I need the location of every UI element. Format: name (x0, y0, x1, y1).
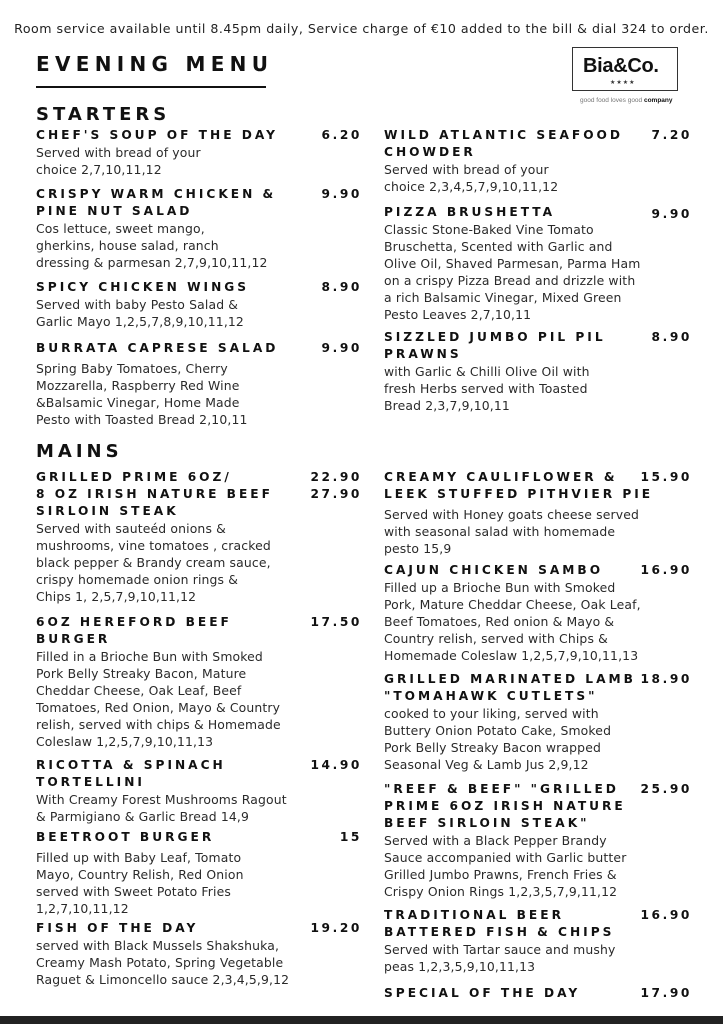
item-description: black pepper & Brandy cream sauce, (36, 555, 271, 570)
menu-item (384, 204, 641, 323)
menu-item (384, 985, 580, 1002)
item-description: Seasonal Veg & Lamb Jus 2,9,12 (384, 757, 589, 772)
item-description: choice 2,3,4,5,7,9,10,11,12 (384, 179, 559, 194)
item-description: Pork Belly Streaky Bacon wrapped (384, 740, 601, 755)
item-price: 22.90 (310, 470, 362, 484)
item-price: 14.90 (310, 758, 362, 772)
item-description: Creamy Mash Potato, Spring Vegetable (36, 955, 284, 970)
item-description: Homemade Coleslaw 1,2,5,7,9,10,11,13 (384, 648, 639, 663)
item-description: Served with baby Pesto Salad & (36, 297, 239, 312)
item-description: Buttery Onion Potato Cake, Smoked (384, 723, 612, 738)
item-description: Pesto with Toasted Bread 2,10,11 (36, 412, 248, 427)
item-description: relish, served with chips & Homemade (36, 717, 281, 732)
item-name: PINE NUT SALAD (36, 204, 193, 218)
item-description: on a crispy Pizza Bread and drizzle with (384, 273, 636, 288)
item-description: served with Sweet Potato Fries (36, 884, 231, 899)
item-name: CRISPY WARM CHICKEN & (36, 187, 277, 201)
item-name: BEETROOT BURGER (36, 830, 215, 844)
room-service-notice: Room service available until 8.45pm daily, Service charge of €10 added to the bill & dial 324 to order. (14, 21, 709, 36)
item-description: crispy homemade onion rings & (36, 572, 239, 587)
item-name: PRAWNS (384, 347, 462, 361)
item-description: Bread 2,3,7,9,10,11 (384, 398, 510, 413)
item-name: TRADITIONAL BEER (384, 908, 564, 922)
title-underline (36, 86, 266, 88)
item-name: RICOTTA & SPINACH (36, 758, 226, 772)
item-price: 6.20 (321, 128, 362, 142)
item-name: BATTERED FISH & CHIPS (384, 925, 615, 939)
item-description: Cos lettuce, sweet mango, (36, 221, 205, 236)
item-description: choice 2,7,10,11,12 (36, 162, 162, 177)
menu-item (384, 127, 623, 195)
item-name: CREAMY CAULIFLOWER & (384, 470, 618, 484)
menu-item (36, 829, 244, 917)
item-price: 9.90 (321, 187, 362, 201)
menu-item (384, 329, 606, 414)
item-name: PRIME 6OZ IRISH NATURE (384, 799, 626, 813)
item-price: 25.90 (640, 782, 692, 796)
item-price: 17.90 (640, 986, 692, 1000)
page-title: EVENING MENU (36, 52, 274, 76)
item-description: Mayo, Country Relish, Red Onion (36, 867, 244, 882)
item-description: Chips 1, 2,5,7,9,10,11,12 (36, 589, 197, 604)
item-description: fresh Herbs served with Toasted (384, 381, 588, 396)
item-price: 8.90 (321, 280, 362, 294)
item-name: SIZZLED JUMBO PIL PIL (384, 330, 606, 344)
item-description: Beef Tomatoes, Red onion & Mayo & (384, 614, 615, 629)
item-description: Served with bread of your (36, 145, 201, 160)
logo-tagline: good food loves good company (580, 97, 673, 104)
section-heading-starters: STARTERS (36, 104, 171, 125)
item-description: peas 1,2,3,5,9,10,11,13 (384, 959, 536, 974)
item-description: Sauce accompanied with Garlic butter (384, 850, 627, 865)
item-description: With Creamy Forest Mushrooms Ragout (36, 792, 287, 807)
item-description: Pork, Mature Cheddar Cheese, Oak Leaf, (384, 597, 641, 612)
item-description: Country relish, served with Chips & (384, 631, 608, 646)
item-description: Pesto Leaves 2,7,10,11 (384, 307, 532, 322)
item-description: with seasonal salad with homemade (384, 524, 616, 539)
item-price: 18.90 (640, 672, 692, 686)
menu-item (384, 671, 636, 773)
menu-item (36, 186, 276, 271)
item-description: Olive Oil, Shaved Parmesan, Parma Ham (384, 256, 641, 271)
item-price: 7.20 (651, 128, 692, 142)
menu-item (384, 781, 626, 900)
menu-item (384, 907, 615, 975)
item-name: TORTELLINI (36, 775, 145, 789)
item-name: SPICY CHICKEN WINGS (36, 280, 250, 294)
logo: Bia&Co. (583, 55, 659, 77)
item-name: PIZZA BRUSHETTA (384, 205, 556, 219)
section-heading-mains: MAINS (36, 441, 123, 462)
item-name: CHEF'S SOUP OF THE DAY (36, 128, 278, 142)
item-description: mushrooms, vine tomatoes , cracked (36, 538, 271, 553)
item-name: SIRLOIN STEAK (36, 504, 179, 518)
menu-item (36, 340, 278, 428)
item-description: & Parmigiano & Garlic Bread 14,9 (36, 809, 250, 824)
item-description: Mozzarella, Raspberry Red Wine (36, 378, 240, 393)
bottom-border (0, 1016, 723, 1024)
item-name: GRILLED PRIME 6OZ/ (36, 470, 232, 484)
item-price: 15 (339, 830, 362, 844)
item-description: Filled up a Brioche Bun with Smoked (384, 580, 616, 595)
item-name: SPECIAL OF THE DAY (384, 986, 581, 1000)
item-description: Pork Belly Streaky Bacon, Mature (36, 666, 247, 681)
item-description: &Balsamic Vinegar, Home Made (36, 395, 240, 410)
item-price: 16.90 (640, 908, 692, 922)
item-description: Filled up with Baby Leaf, Tomato (36, 850, 242, 865)
menu-item (384, 562, 641, 664)
item-name: 8 OZ IRISH NATURE BEEF (36, 487, 273, 501)
item-description: dressing & parmesan 2,7,9,10,11,12 (36, 255, 268, 270)
item-name: BURGER (36, 632, 111, 646)
item-description: cooked to your liking, served with (384, 706, 599, 721)
item-description: Classic Stone-Baked Vine Tomato (384, 222, 594, 237)
item-description: Garlic Mayo 1,2,5,7,8,9,10,11,12 (36, 314, 244, 329)
item-name: 6OZ HEREFORD BEEF (36, 615, 232, 629)
item-description: Bruschetta, Scented with Garlic and (384, 239, 613, 254)
item-description: Tomatoes, Red Onion, Mayo & Country (36, 700, 281, 715)
item-description: Grilled Jumbo Prawns, French Fries & (384, 867, 617, 882)
item-name: BURRATA CAPRESE SALAD (36, 341, 279, 355)
item-price: 15.90 (640, 470, 692, 484)
menu-item (36, 279, 249, 330)
item-name: "TOMAHAWK CUTLETS" (384, 689, 598, 703)
item-description: a rich Balsamic Vinegar, Mixed Green (384, 290, 622, 305)
item-description: Crispy Onion Rings 1,2,3,5,7,9,11,12 (384, 884, 618, 899)
item-description: 1,2,7,10,11,12 (36, 901, 129, 916)
item-name: LEEK STUFFED PITHVIER PIE (384, 487, 654, 501)
item-description: Coleslaw 1,2,5,7,9,10,11,13 (36, 734, 214, 749)
item-description: gherkins, house salad, ranch (36, 238, 219, 253)
item-description: Served with bread of your (384, 162, 549, 177)
item-price: 9.90 (651, 207, 692, 221)
item-description: Spring Baby Tomatoes, Cherry (36, 361, 228, 376)
menu-item (36, 469, 273, 605)
item-description: Served with Tartar sauce and mushy (384, 942, 616, 957)
item-name: GRILLED MARINATED LAMB (384, 672, 636, 686)
item-description: served with Black Mussels Shakshuka, (36, 938, 280, 953)
item-price: 16.90 (640, 563, 692, 577)
item-description: pesto 15,9 (384, 541, 452, 556)
item-price: 8.90 (651, 330, 692, 344)
item-name: FISH OF THE DAY (36, 921, 199, 935)
menu-item (36, 757, 287, 825)
item-description: Served with Honey goats cheese served (384, 507, 639, 522)
menu-item (36, 920, 289, 988)
item-description: with Garlic & Chilli Olive Oil with (384, 364, 590, 379)
item-description: Served with sauteéd onions & (36, 521, 226, 536)
item-price-alt: 27.90 (310, 487, 362, 501)
item-description: Served with a Black Pepper Brandy (384, 833, 607, 848)
item-name: CHOWDER (384, 145, 476, 159)
item-name: WILD ATLANTIC SEAFOOD (384, 128, 624, 142)
menu-item (384, 469, 653, 557)
item-price: 19.20 (310, 921, 362, 935)
menu-item (36, 614, 281, 750)
item-price: 9.90 (321, 341, 362, 355)
item-description: Filled in a Brioche Bun with Smoked (36, 649, 263, 664)
item-name: "REEF & BEEF" "GRILLED (384, 782, 619, 796)
item-name: CAJUN CHICKEN SAMBO (384, 563, 604, 577)
item-name: BEEF SIRLOIN STEAK" (384, 816, 590, 830)
logo-stars: ★★★★ (610, 79, 636, 86)
menu-item (36, 127, 278, 178)
item-description: Raguet & Limoncello sauce 2,3,4,5,9,12 (36, 972, 290, 987)
item-price: 17.50 (310, 615, 362, 629)
item-description: Cheddar Cheese, Oak Leaf, Beef (36, 683, 242, 698)
